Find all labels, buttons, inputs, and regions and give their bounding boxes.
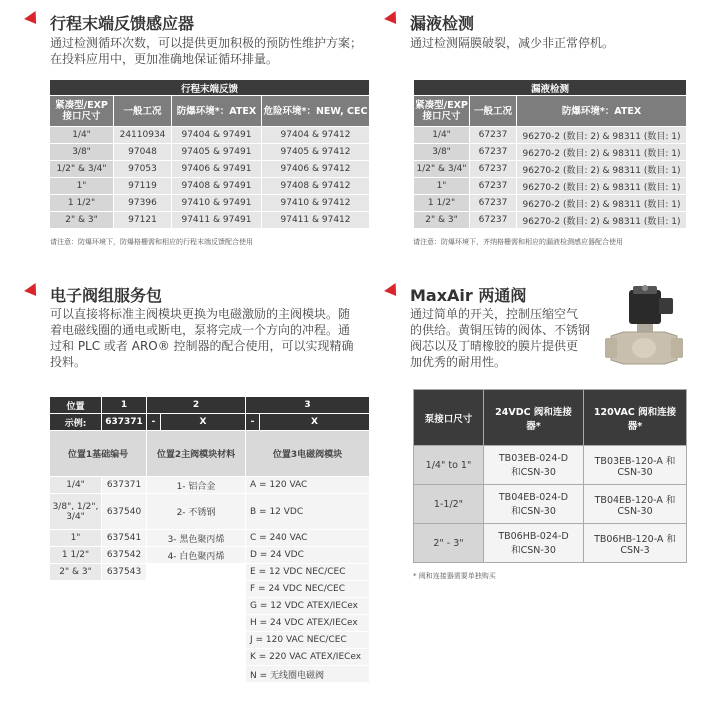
empty-cell (147, 581, 246, 598)
solenoid-cell: E = 12 VDC NEC/CEC (246, 564, 370, 581)
section-arrow-icon (24, 11, 42, 28)
table-cell: 97405 & 97412 (262, 144, 370, 161)
solenoid-cell: G = 12 VDC ATEX/IECex (246, 598, 370, 615)
table-cell: 97404 & 97412 (262, 127, 370, 144)
empty-cell (50, 666, 147, 683)
table-header-cell: 危险环境*：NEW, CEC (262, 96, 370, 127)
section-arrow-icon (384, 283, 402, 300)
table-row (414, 524, 687, 563)
table-cell: 97408 & 97491 (172, 178, 262, 195)
table-cell: 24110934 (114, 127, 172, 144)
base-number-cell: 637541 (102, 530, 147, 547)
section-desc-maxair-valve: 通过简单的开关，控制压缩空气 的供给。黄铜压铸的阀体、不锈钢 阀芯以及丁晴橡胶的膜片提供更 加优秀的耐用性。 (410, 307, 591, 369)
empty-cell (147, 615, 246, 632)
table-row (50, 632, 370, 649)
table-cell: 1 1/2" (50, 195, 114, 212)
table-cell: 97053 (114, 161, 172, 178)
table-cell: 97406 & 97412 (262, 161, 370, 178)
table-cell: 1/4" (414, 127, 470, 144)
table-row (414, 127, 687, 144)
table-header-cell: 紧凑型/EXP 接口尺寸 (414, 96, 470, 127)
solenoid-cell: J = 120 VAC NEC/CEC (246, 632, 370, 649)
solenoid-cell: D = 24 VDC (246, 547, 370, 564)
table-cell: 1" (50, 178, 114, 195)
table-cell: 96270-2 (数目: 2) & 98311 (数目: 1) (517, 127, 687, 144)
section-title-leak-detection: 漏液检测 (410, 14, 475, 33)
sub-header: 位置3电磁阀模块 (246, 431, 370, 477)
table-cell: 97121 (114, 212, 172, 229)
maxair-valve-table (413, 389, 687, 563)
solenoid-cell: A = 120 VAC (246, 477, 370, 494)
table-row (50, 178, 370, 195)
table-cell: 1 1/2" (414, 195, 470, 212)
table-row (50, 494, 370, 530)
example-value: X (161, 414, 246, 431)
stroke-feedback-table (49, 79, 370, 229)
empty-cell (50, 649, 147, 666)
table-row (50, 161, 370, 178)
section-title-maxair-valve: MaxAir 两通阀 (410, 286, 527, 305)
table-row (50, 195, 370, 212)
size-cell: 2" & 3" (50, 564, 102, 581)
size-cell: 1 1/2" (50, 547, 102, 564)
table-cell: 67237 (470, 195, 517, 212)
position-number: 1 (102, 397, 147, 414)
base-number-cell: 637543 (102, 564, 147, 581)
table-cell: 67237 (470, 127, 517, 144)
table-cell: 97411 & 97412 (262, 212, 370, 229)
table-note: 请注意：防爆环境下，防爆格栅需和相应的行程末端反馈配合使用 (50, 238, 253, 246)
section-title-stroke-feedback: 行程末端反馈感应器 (50, 14, 195, 33)
empty-cell (50, 615, 147, 632)
table-cell: 97406 & 97491 (172, 161, 262, 178)
table-row (50, 547, 370, 564)
table-row (414, 485, 687, 524)
table-cell: 1/4" (50, 127, 114, 144)
table-cell: TB06HB-120-A 和CSN-3 (584, 524, 687, 563)
example-value: - (246, 414, 260, 431)
empty-cell (147, 598, 246, 615)
table-cell: 97396 (114, 195, 172, 212)
empty-cell (50, 581, 147, 598)
table-cell: 3/8" (414, 144, 470, 161)
empty-cell (50, 632, 147, 649)
table-row (50, 127, 370, 144)
table-cell: 1-1/2" (414, 485, 484, 524)
table-header-cell: 防爆环境*：ATEX (172, 96, 262, 127)
table-cell: 1" (414, 178, 470, 195)
table-cell: TB06HB-024-D 和CSN-30 (484, 524, 584, 563)
table-cell: 1/4" to 1" (414, 446, 484, 485)
table-cell: 3/8" (50, 144, 114, 161)
table-cell: 1/2" & 3/4" (414, 161, 470, 178)
table-row (414, 161, 687, 178)
leak-detection-table (413, 79, 687, 229)
table-row (414, 144, 687, 161)
empty-cell (147, 564, 246, 581)
section-desc-solenoid-kit: 可以直接将标准主阀模块更换为电磁激励的主阀模块。随着电磁线圈的通电或断电，泵将完成一个方向的冲程。通过和 PLC 或者 ARO® 控制器的配合使用，可以实现精确投料。 (50, 307, 354, 369)
table-header-cell: 一般工况 (470, 96, 517, 127)
table-row (50, 615, 370, 632)
table-cell: 97048 (114, 144, 172, 161)
table-row (414, 446, 687, 485)
table-note: * 阀和连接器需要单独购买 (413, 572, 496, 580)
table-header-cell: 紧凑型/EXP 接口尺寸 (50, 96, 114, 127)
table-cell: 96270-2 (数目: 2) & 98311 (数目: 1) (517, 178, 687, 195)
table-row (50, 144, 370, 161)
base-number-cell: 637371 (102, 477, 147, 494)
table-row (50, 564, 370, 581)
empty-cell (50, 598, 147, 615)
position-label: 位置 (50, 397, 102, 414)
table-row (414, 212, 687, 229)
table-cell: TB03EB-120-A 和CSN-30 (584, 446, 687, 485)
example-value: X (260, 414, 370, 431)
table-cell: 96270-2 (数目: 2) & 98311 (数目: 1) (517, 212, 687, 229)
table-cell: 96270-2 (数目: 2) & 98311 (数目: 1) (517, 144, 687, 161)
solenoid-kit-table (49, 396, 370, 683)
example-label: 示例: (50, 414, 102, 431)
table-row (50, 477, 370, 494)
table-cell: 97410 & 97491 (172, 195, 262, 212)
size-cell: 1/4" (50, 477, 102, 494)
sub-header: 位置1基础编号 (50, 431, 147, 477)
table-cell: 97119 (114, 178, 172, 195)
table-cell: 97411 & 97491 (172, 212, 262, 229)
sub-header: 位置2主阀模块材料 (147, 431, 246, 477)
table-header-cell: 防爆环境*：ATEX (517, 96, 687, 127)
size-cell: 3/8", 1/2", 3/4" (50, 494, 102, 530)
table-cell: TB03EB-024-D 和CSN-30 (484, 446, 584, 485)
table-cell: 67237 (470, 144, 517, 161)
table-cell: 67237 (470, 161, 517, 178)
table-row (50, 649, 370, 666)
solenoid-cell: C = 240 VAC (246, 530, 370, 547)
table-cell: 97404 & 97491 (172, 127, 262, 144)
table-row (50, 666, 370, 683)
table-cell: 97405 & 97491 (172, 144, 262, 161)
section-arrow-icon (384, 11, 402, 28)
table-header-cell: 120VAC 阀和连接器* (584, 390, 687, 446)
table-cell: 96270-2 (数目: 2) & 98311 (数目: 1) (517, 195, 687, 212)
example-value: 637371 (102, 414, 147, 431)
material-cell: 3- 黑色聚丙烯 (147, 530, 246, 547)
material-cell: 1- 铝合金 (147, 477, 246, 494)
material-cell: 4- 白色聚丙烯 (147, 547, 246, 564)
empty-cell (147, 632, 246, 649)
table-cell: 97408 & 97412 (262, 178, 370, 195)
empty-cell (147, 666, 246, 683)
empty-cell (147, 649, 246, 666)
base-number-cell: 637542 (102, 547, 147, 564)
example-value: - (147, 414, 161, 431)
table-cell: 97410 & 97412 (262, 195, 370, 212)
table-cell: 2" & 3" (50, 212, 114, 229)
table-row (50, 212, 370, 229)
table-cell: TB04EB-120-A 和CSN-30 (584, 485, 687, 524)
position-number: 3 (246, 397, 370, 414)
table-note: 请注意：防爆环境下，齐纳格栅需和相应的漏液检测感应器配合使用 (413, 238, 623, 246)
section-desc-leak-detection: 通过检测隔膜破裂，减少非正常停机。 (410, 36, 615, 50)
section-title-solenoid-kit: 电子阀组服务包 (50, 286, 163, 305)
position-number: 2 (147, 397, 246, 414)
table-caption: 漏液检测 (414, 80, 687, 96)
table-cell: 96270-2 (数目: 2) & 98311 (数目: 1) (517, 161, 687, 178)
size-cell: 1" (50, 530, 102, 547)
solenoid-cell: H = 24 VDC ATEX/IECex (246, 615, 370, 632)
section-arrow-icon (24, 283, 42, 300)
solenoid-cell: B = 12 VDC (246, 494, 370, 530)
table-cell: 1/2" & 3/4" (50, 161, 114, 178)
table-cell: 2" & 3" (414, 212, 470, 229)
table-row (414, 178, 687, 195)
material-cell: 2- 不锈钢 (147, 494, 246, 530)
solenoid-cell: K = 220 VAC ATEX/IECex (246, 649, 370, 666)
solenoid-cell: N = 无线圈电磁阀 (246, 666, 370, 683)
solenoid-valve-icon (603, 284, 685, 374)
solenoid-cell: F = 24 VDC NEC/CEC (246, 581, 370, 598)
table-header-cell: 一般工况 (114, 96, 172, 127)
table-row (414, 195, 687, 212)
table-cell: 67237 (470, 212, 517, 229)
table-row (50, 581, 370, 598)
table-header-cell: 泵接口尺寸 (414, 390, 484, 446)
table-row (50, 598, 370, 615)
table-cell: 67237 (470, 178, 517, 195)
section-desc-stroke-feedback: 通过检测循环次数，可以提供更加积极的预防性维护方案；在投料应用中，更加准确地保证循环排量。 (50, 36, 363, 66)
table-cell: TB04EB-024-D 和CSN-30 (484, 485, 584, 524)
table-header-cell: 24VDC 阀和连接器* (484, 390, 584, 446)
table-caption: 行程末端反馈 (50, 80, 370, 96)
base-number-cell: 637540 (102, 494, 147, 530)
table-row (50, 530, 370, 547)
table-cell: 2" - 3" (414, 524, 484, 563)
